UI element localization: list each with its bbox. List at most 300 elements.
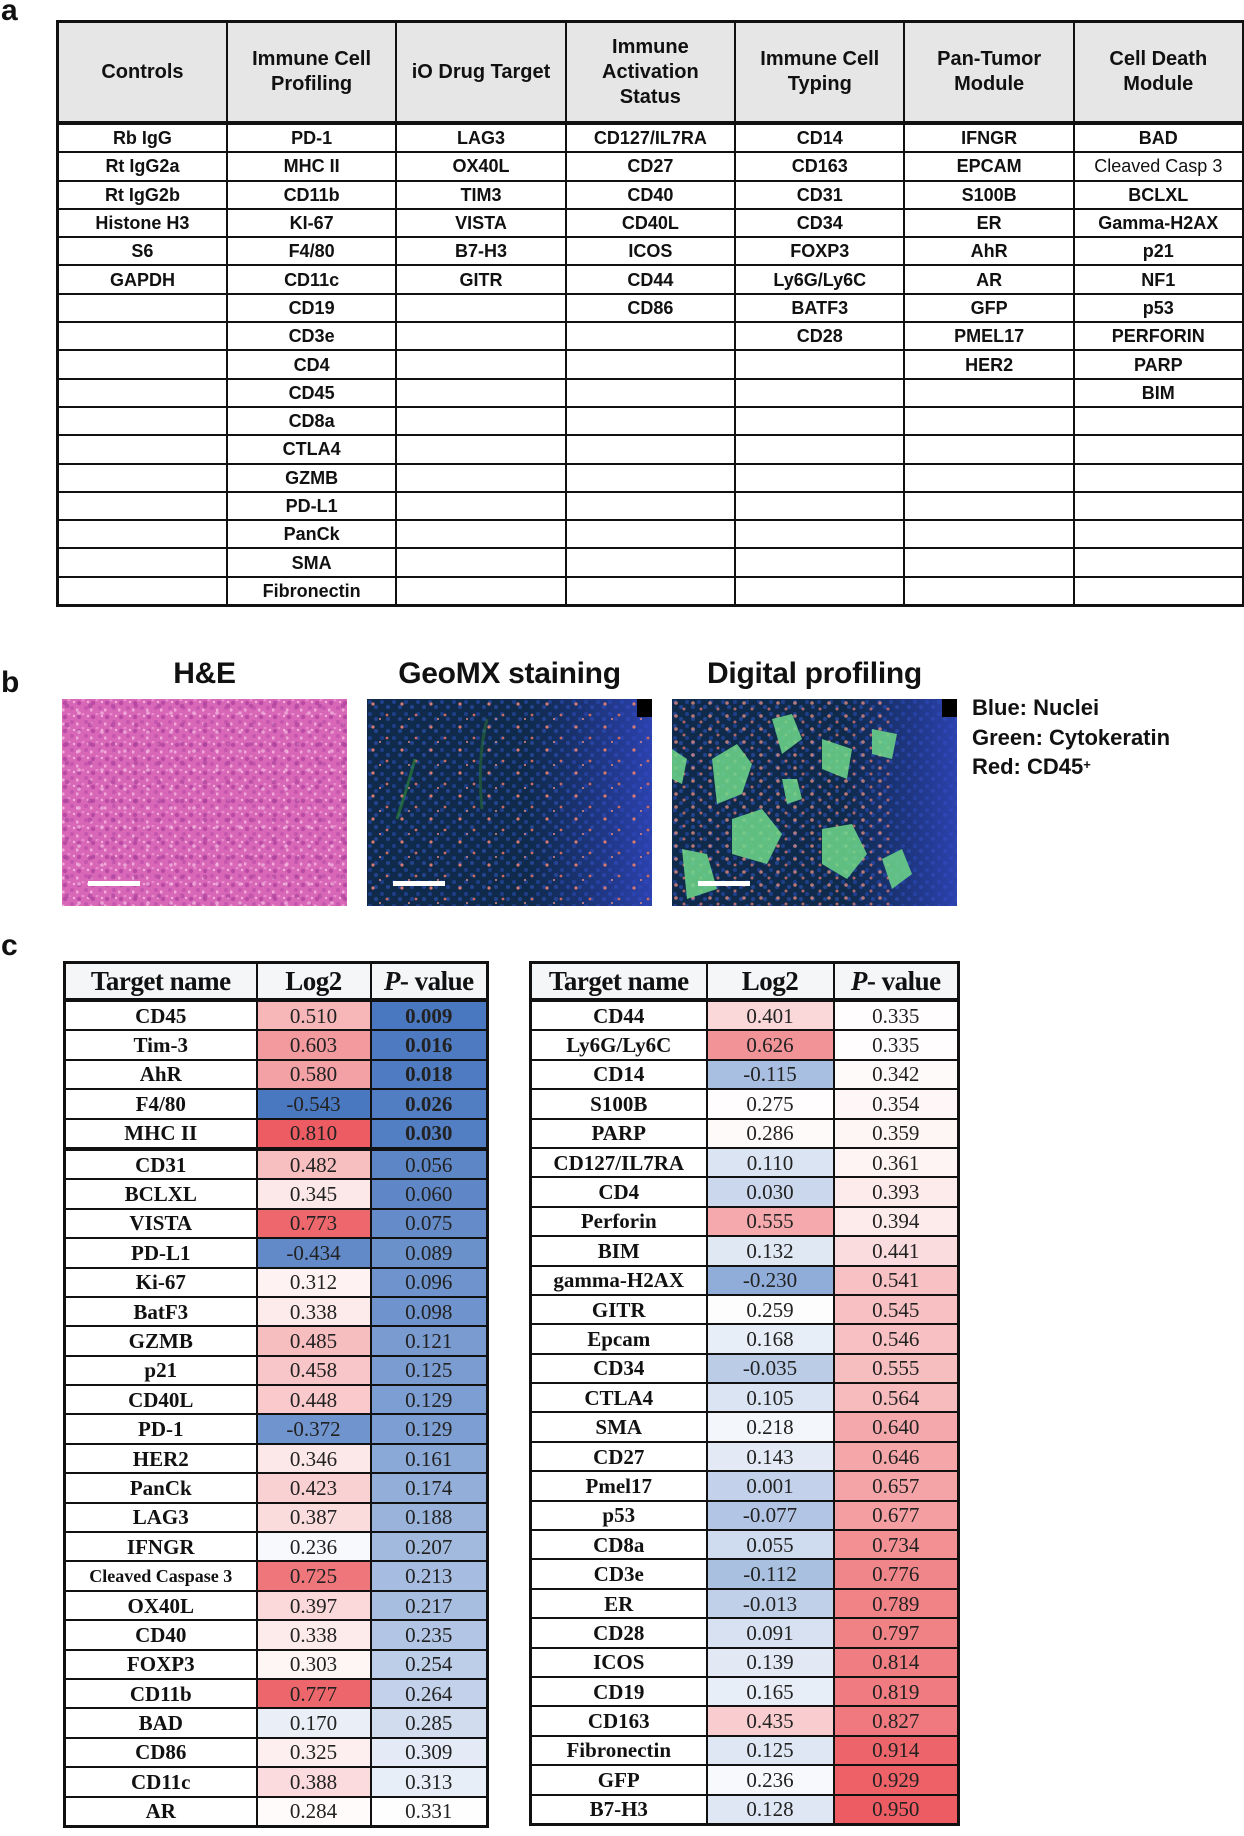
- table-cell: [58, 548, 227, 576]
- table-cell: [58, 577, 227, 606]
- pvalue-cell: 0.096: [371, 1268, 488, 1297]
- table-cell: S6: [58, 237, 227, 265]
- table-row: [531, 1706, 959, 1735]
- table-row: [531, 1677, 959, 1706]
- table-cell: [1074, 492, 1243, 520]
- log2-cell: 0.218: [707, 1412, 834, 1441]
- table-cell: BIM: [1074, 379, 1243, 407]
- pvalue-cell: 0.174: [371, 1473, 488, 1502]
- log2-cell: 0.580: [257, 1060, 371, 1089]
- table-cell: p21: [1074, 237, 1243, 265]
- pvalue-cell: 0.335: [834, 1000, 959, 1030]
- table-cell: CD163: [735, 152, 904, 180]
- log2-cell: -0.434: [257, 1238, 371, 1267]
- table-cell: LAG3: [396, 123, 565, 152]
- table-cell: NF1: [1074, 265, 1243, 293]
- table-cell: [58, 322, 227, 350]
- log2-cell: -0.013: [707, 1589, 834, 1618]
- table-cell: [735, 379, 904, 407]
- pvalue-cell: 0.555: [834, 1354, 959, 1383]
- header-pvalue: P- value: [371, 963, 488, 1001]
- log2-cell: 0.132: [707, 1236, 834, 1265]
- column-header: Cell Death Module: [1074, 22, 1243, 124]
- pvalue-cell: 0.441: [834, 1236, 959, 1265]
- column-header: Immune Cell Profiling: [227, 22, 396, 124]
- table-cell: FOXP3: [735, 237, 904, 265]
- table-row: [65, 1561, 488, 1590]
- pvalue-cell: 0.309: [371, 1738, 488, 1767]
- log2-cell: 0.165: [707, 1677, 834, 1706]
- image-title-he: H&E: [173, 657, 236, 690]
- antibody-panel-table: [56, 20, 1244, 607]
- table-cell: CD11b: [227, 181, 396, 209]
- table-cell: Rb IgG: [58, 123, 227, 152]
- log2-cell: 0.626: [707, 1030, 834, 1059]
- target-name-cell: IFNGR: [65, 1532, 257, 1561]
- column-header: iO Drug Target: [396, 22, 565, 124]
- table-cell: CD14: [735, 123, 904, 152]
- scale-bar: [88, 881, 140, 886]
- table-cell: [566, 577, 735, 606]
- he-stain-image: [62, 699, 347, 906]
- pvalue-cell: 0.657: [834, 1471, 959, 1500]
- table-cell: CD8a: [227, 407, 396, 435]
- table-cell: CD34: [735, 209, 904, 237]
- table-cell: [396, 492, 565, 520]
- table-cell: [1074, 435, 1243, 463]
- target-name-cell: CD163: [531, 1706, 707, 1735]
- table-row: [531, 1324, 959, 1353]
- table-row: [531, 1530, 959, 1559]
- log2-cell: -0.112: [707, 1559, 834, 1588]
- table-cell: [58, 407, 227, 435]
- log2-cell: -0.230: [707, 1266, 834, 1295]
- table-cell: CD86: [566, 294, 735, 322]
- column-header: Immune Cell Typing: [735, 22, 904, 124]
- table-cell: BATF3: [735, 294, 904, 322]
- log2-cell: 0.423: [257, 1473, 371, 1502]
- panel-label-a: a: [1, 0, 18, 27]
- table-cell: [58, 464, 227, 492]
- table-cell: OX40L: [396, 152, 565, 180]
- table-cell: Rt IgG2a: [58, 152, 227, 180]
- table-row: [65, 1089, 488, 1118]
- image-title-digital: Digital profiling: [707, 657, 922, 690]
- log2-cell: 0.170: [257, 1708, 371, 1737]
- target-name-cell: Fibronectin: [531, 1736, 707, 1765]
- table-cell: [904, 435, 1073, 463]
- pvalue-cell: 0.564: [834, 1383, 959, 1412]
- table-cell: [1074, 548, 1243, 576]
- legend-green: Green: Cytokeratin: [972, 724, 1171, 750]
- table-row: [531, 1266, 959, 1295]
- pvalue-cell: 0.734: [834, 1530, 959, 1559]
- pvalue-cell: 0.213: [371, 1561, 488, 1590]
- table-cell: [904, 492, 1073, 520]
- table-row: [58, 209, 1244, 237]
- table-cell: PMEL17: [904, 322, 1073, 350]
- target-name-cell: ER: [531, 1589, 707, 1618]
- table-cell: [1074, 520, 1243, 548]
- table-cell: Fibronectin: [227, 577, 396, 606]
- pvalue-cell: 0.393: [834, 1177, 959, 1206]
- table-row: [65, 1650, 488, 1679]
- log2-cell: 0.110: [707, 1148, 834, 1177]
- target-name-cell: CD14: [531, 1060, 707, 1089]
- log2-cell: 0.105: [707, 1383, 834, 1412]
- target-name-cell: PD-L1: [65, 1238, 257, 1267]
- table-cell: [735, 435, 904, 463]
- pvalue-cell: 0.546: [834, 1324, 959, 1353]
- pvalue-cell: 0.361: [834, 1148, 959, 1177]
- digital-profiling-image: [672, 699, 957, 906]
- table-row: [65, 1179, 488, 1208]
- pvalue-cell: 0.914: [834, 1736, 959, 1765]
- table-cell: [396, 322, 565, 350]
- table-cell: CD127/IL7RA: [566, 123, 735, 152]
- table-cell: [566, 379, 735, 407]
- table-row: [65, 1591, 488, 1620]
- table-cell: S100B: [904, 181, 1073, 209]
- table-row: [58, 265, 1244, 293]
- pvalue-cell: 0.121: [371, 1326, 488, 1355]
- log2-cell: 0.397: [257, 1591, 371, 1620]
- log2-cell: -0.372: [257, 1414, 371, 1443]
- log2-cell: 0.325: [257, 1738, 371, 1767]
- table-row: [65, 1503, 488, 1532]
- table-row: [65, 1238, 488, 1267]
- target-name-cell: PD-1: [65, 1414, 257, 1443]
- pvalue-cell: 0.075: [371, 1209, 488, 1238]
- pvalue-cell: 0.335: [834, 1030, 959, 1059]
- table-row: [65, 1356, 488, 1385]
- table-cell: EPCAM: [904, 152, 1073, 180]
- target-name-cell: CD44: [531, 1000, 707, 1030]
- table-row: [58, 237, 1244, 265]
- log2-cell: 0.401: [707, 1000, 834, 1030]
- target-name-cell: BCLXL: [65, 1179, 257, 1208]
- table-row: [65, 1326, 488, 1355]
- table-cell: [566, 492, 735, 520]
- table-cell: [735, 520, 904, 548]
- header-log2: Log2: [707, 963, 834, 1001]
- legend-red: Red: CD45+: [972, 754, 1091, 779]
- pvalue-cell: 0.018: [371, 1060, 488, 1089]
- table-cell: [58, 294, 227, 322]
- target-name-cell: Ly6G/Ly6C: [531, 1030, 707, 1059]
- table-row: [58, 435, 1244, 463]
- table-row: [65, 1060, 488, 1089]
- table-cell: CD11c: [227, 265, 396, 293]
- table-row: [58, 123, 1244, 152]
- target-name-cell: CD86: [65, 1738, 257, 1767]
- log2-cell: 0.485: [257, 1326, 371, 1355]
- table-row: [65, 1679, 488, 1708]
- log2-cell: 0.345: [257, 1179, 371, 1208]
- table-row: [58, 322, 1244, 350]
- table-cell: PARP: [1074, 350, 1243, 378]
- table-cell: IFNGR: [904, 123, 1073, 152]
- table-cell: [58, 350, 227, 378]
- log2-cell: 0.091: [707, 1618, 834, 1647]
- target-name-cell: Epcam: [531, 1324, 707, 1353]
- table-cell: [396, 407, 565, 435]
- target-name-cell: MHC II: [65, 1119, 257, 1149]
- pvalue-cell: 0.776: [834, 1559, 959, 1588]
- pvalue-cell: 0.129: [371, 1385, 488, 1414]
- table-cell: [396, 520, 565, 548]
- log2-cell: -0.543: [257, 1089, 371, 1118]
- pvalue-cell: 0.797: [834, 1618, 959, 1647]
- target-name-cell: CD11b: [65, 1679, 257, 1708]
- log2-cell: 0.448: [257, 1385, 371, 1414]
- log2-cell: 0.338: [257, 1620, 371, 1649]
- table-cell: [566, 464, 735, 492]
- target-name-cell: AR: [65, 1797, 257, 1827]
- table-row: [65, 1738, 488, 1767]
- log2-cell: 0.312: [257, 1268, 371, 1297]
- table-cell: GZMB: [227, 464, 396, 492]
- log2-cell: 0.458: [257, 1356, 371, 1385]
- pvalue-cell: 0.009: [371, 1000, 488, 1030]
- header-target: Target name: [65, 963, 257, 1001]
- target-name-cell: CTLA4: [531, 1383, 707, 1412]
- log2-cell: 0.387: [257, 1503, 371, 1532]
- table-cell: Ly6G/Ly6C: [735, 265, 904, 293]
- table-cell: CD27: [566, 152, 735, 180]
- log2-cell: 0.236: [707, 1765, 834, 1794]
- table-row: [58, 520, 1244, 548]
- table-cell: PD-L1: [227, 492, 396, 520]
- table-cell: [58, 492, 227, 520]
- table-row: [65, 1797, 488, 1827]
- table-cell: [904, 379, 1073, 407]
- table-cell: CD3e: [227, 322, 396, 350]
- pvalue-cell: 0.030: [371, 1119, 488, 1149]
- table-cell: [58, 520, 227, 548]
- log2-cell: 0.510: [257, 1000, 371, 1030]
- log2-cell: 0.286: [707, 1119, 834, 1148]
- table-row: [65, 1297, 488, 1326]
- target-name-cell: p53: [531, 1501, 707, 1530]
- log2-cell: 0.125: [707, 1736, 834, 1765]
- log2-cell: -0.077: [707, 1501, 834, 1530]
- table-cell: [396, 435, 565, 463]
- target-name-cell: CD4: [531, 1177, 707, 1206]
- table-header-row: [531, 963, 959, 1001]
- target-name-cell: Perforin: [531, 1207, 707, 1236]
- table-row: [531, 1765, 959, 1794]
- table-row: [58, 350, 1244, 378]
- log2-cell: 0.555: [707, 1207, 834, 1236]
- header-pvalue: P- value: [834, 963, 959, 1001]
- log2-cell: 0.001: [707, 1471, 834, 1500]
- target-name-cell: CD8a: [531, 1530, 707, 1559]
- table-row: [65, 1119, 488, 1149]
- table-row: [65, 1000, 488, 1030]
- target-name-cell: Tim-3: [65, 1030, 257, 1059]
- log2-cell: 0.603: [257, 1030, 371, 1059]
- target-name-cell: p21: [65, 1356, 257, 1385]
- pvalue-cell: 0.217: [371, 1591, 488, 1620]
- table-row: [58, 152, 1244, 180]
- table-cell: ER: [904, 209, 1073, 237]
- table-cell: CD19: [227, 294, 396, 322]
- table-cell: CD28: [735, 322, 904, 350]
- log2-cell: 0.435: [707, 1706, 834, 1735]
- table-cell: CD40L: [566, 209, 735, 237]
- table-cell: [566, 520, 735, 548]
- table-row: [65, 1767, 488, 1796]
- table-cell: BCLXL: [1074, 181, 1243, 209]
- table-header-row: [65, 963, 488, 1001]
- table-row: [65, 1385, 488, 1414]
- table-cell: CD44: [566, 265, 735, 293]
- pvalue-cell: 0.545: [834, 1295, 959, 1324]
- pvalue-cell: 0.394: [834, 1207, 959, 1236]
- target-name-cell: GITR: [531, 1295, 707, 1324]
- log2-cell: 0.482: [257, 1149, 371, 1179]
- target-name-cell: FOXP3: [65, 1650, 257, 1679]
- pvalue-cell: 0.129: [371, 1414, 488, 1443]
- table-row: [531, 1501, 959, 1530]
- table-header-row: [58, 22, 1244, 124]
- table-cell: [735, 464, 904, 492]
- target-name-cell: GZMB: [65, 1326, 257, 1355]
- digital-overlay-texture: [672, 699, 957, 906]
- log2-cell: 0.139: [707, 1648, 834, 1677]
- table-cell: [904, 577, 1073, 606]
- pvalue-cell: 0.207: [371, 1532, 488, 1561]
- table-cell: [904, 464, 1073, 492]
- table-cell: Gamma-H2AX: [1074, 209, 1243, 237]
- pvalue-cell: 0.026: [371, 1089, 488, 1118]
- table-row: [58, 548, 1244, 576]
- pvalue-cell: 0.060: [371, 1179, 488, 1208]
- target-name-cell: gamma-H2AX: [531, 1266, 707, 1295]
- table-row: [58, 407, 1244, 435]
- table-row: [58, 294, 1244, 322]
- target-name-cell: F4/80: [65, 1089, 257, 1118]
- table-row: [65, 1209, 488, 1238]
- table-cell: Cleaved Casp 3: [1074, 152, 1243, 180]
- target-name-cell: Cleaved Caspase 3: [65, 1561, 257, 1590]
- table-row: [531, 1589, 959, 1618]
- scale-bar: [698, 881, 750, 886]
- table-cell: [735, 577, 904, 606]
- pvalue-cell: 0.056: [371, 1149, 488, 1179]
- pvalue-cell: 0.016: [371, 1030, 488, 1059]
- log2-cell: 0.346: [257, 1444, 371, 1473]
- pvalue-cell: 0.264: [371, 1679, 488, 1708]
- log2-cell: 0.143: [707, 1442, 834, 1471]
- table-row: [58, 464, 1244, 492]
- table-row: [531, 1060, 959, 1089]
- target-name-cell: CD19: [531, 1677, 707, 1706]
- table-cell: Histone H3: [58, 209, 227, 237]
- table-row: [531, 1148, 959, 1177]
- table-cell: PanCk: [227, 520, 396, 548]
- table-row: [531, 1648, 959, 1677]
- log2-cell: 0.236: [257, 1532, 371, 1561]
- pvalue-cell: 0.285: [371, 1708, 488, 1737]
- pvalue-cell: 0.541: [834, 1266, 959, 1295]
- table-cell: B7-H3: [396, 237, 565, 265]
- table-row: [58, 379, 1244, 407]
- log2-cell: 0.259: [707, 1295, 834, 1324]
- table-cell: [58, 379, 227, 407]
- pvalue-cell: 0.827: [834, 1706, 959, 1735]
- target-name-cell: CD3e: [531, 1559, 707, 1588]
- table-cell: [904, 548, 1073, 576]
- table-row: [58, 492, 1244, 520]
- table-cell: VISTA: [396, 209, 565, 237]
- target-name-cell: PARP: [531, 1119, 707, 1148]
- table-row: [65, 1030, 488, 1059]
- target-name-cell: PanCk: [65, 1473, 257, 1502]
- table-cell: KI-67: [227, 209, 396, 237]
- table-row: [531, 1442, 959, 1471]
- table-row: [58, 577, 1244, 606]
- table-row: [65, 1620, 488, 1649]
- table-cell: ICOS: [566, 237, 735, 265]
- pvalue-cell: 0.331: [371, 1797, 488, 1827]
- table-row: [531, 1795, 959, 1825]
- panel-label-c: c: [1, 929, 18, 962]
- target-name-cell: CD28: [531, 1618, 707, 1647]
- table-cell: [566, 407, 735, 435]
- header-log2: Log2: [257, 963, 371, 1001]
- table-cell: CD40: [566, 181, 735, 209]
- log2-cell: 0.303: [257, 1650, 371, 1679]
- table-cell: [735, 548, 904, 576]
- table-cell: MHC II: [227, 152, 396, 180]
- target-name-cell: CD40: [65, 1620, 257, 1649]
- table-row: [531, 1383, 959, 1412]
- log2-cell: 0.128: [707, 1795, 834, 1825]
- table-cell: Rt IgG2b: [58, 181, 227, 209]
- table-cell: [1074, 464, 1243, 492]
- target-name-cell: CD45: [65, 1000, 257, 1030]
- log2-cell: 0.055: [707, 1530, 834, 1559]
- image-title-geomx: GeoMX staining: [398, 657, 621, 690]
- log2-cell: 0.284: [257, 1797, 371, 1827]
- table-row: [531, 1618, 959, 1647]
- log2-cell: 0.810: [257, 1119, 371, 1149]
- pvalue-cell: 0.359: [834, 1119, 959, 1148]
- scale-bar: [393, 881, 445, 886]
- target-name-cell: CD127/IL7RA: [531, 1148, 707, 1177]
- log2-cell: -0.115: [707, 1060, 834, 1089]
- table-row: [531, 1236, 959, 1265]
- table-cell: CTLA4: [227, 435, 396, 463]
- table-cell: GAPDH: [58, 265, 227, 293]
- target-name-cell: CD40L: [65, 1385, 257, 1414]
- table-cell: [566, 548, 735, 576]
- pvalue-cell: 0.640: [834, 1412, 959, 1441]
- image-legend: [972, 693, 1170, 782]
- legend-blue: Blue: Nuclei: [972, 695, 1100, 720]
- table-cell: CD4: [227, 350, 396, 378]
- table-cell: [396, 464, 565, 492]
- pvalue-cell: 0.819: [834, 1677, 959, 1706]
- target-name-cell: AhR: [65, 1060, 257, 1089]
- table-row: [65, 1414, 488, 1443]
- table-row: [531, 1471, 959, 1500]
- table-cell: [566, 350, 735, 378]
- table-row: [531, 1736, 959, 1765]
- header-target: Target name: [531, 963, 707, 1001]
